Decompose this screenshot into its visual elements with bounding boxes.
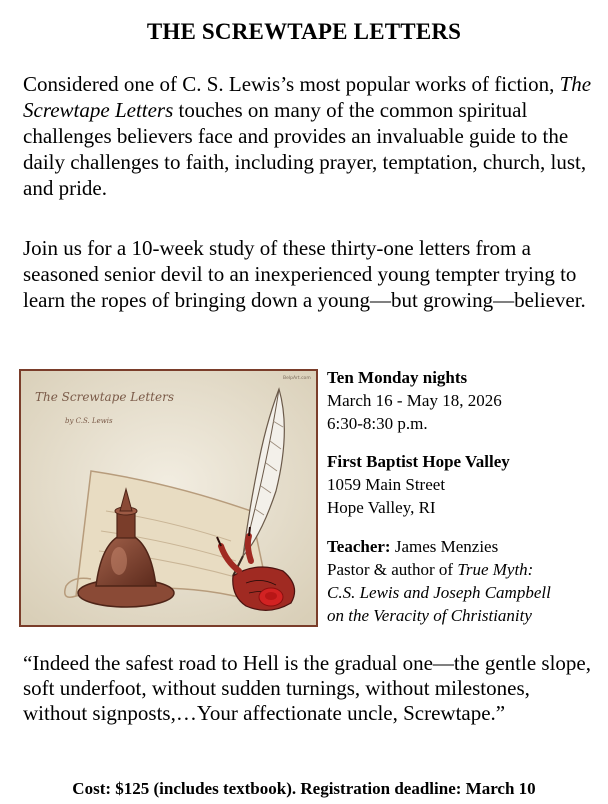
schedule-time: 6:30-8:30 p.m. bbox=[327, 414, 428, 433]
illustration-script-title: The Screwtape Letters bbox=[35, 390, 174, 404]
teacher-book-line2-text: C.S. Lewis and Joseph Campbell bbox=[327, 583, 551, 602]
book-illustration bbox=[19, 369, 318, 627]
flyer-title: THE SCREWTAPE LETTERS bbox=[146, 19, 462, 44]
invitation-paragraph: Join us for a 10-week study of these thirty-one letters from a seasoned senior devil to an inexperienced young tempter trying to learn the ropes of bringing down a young—but growing—believer. bbox=[23, 236, 586, 312]
intro-paragraph bbox=[23, 71, 598, 201]
teacher-name: James Menzies bbox=[390, 537, 499, 556]
intro-text-after: touches on many of the common spiritual challenges believers face and provides an invaluable guide to the daily challenges to faith, including prayer, temptation, church, lust, and pride. bbox=[23, 98, 587, 200]
schedule-heading: Ten Monday nights bbox=[327, 368, 468, 387]
screwtape-quote: “Indeed the safest road to Hell is the gradual one—the gentle slope, soft underfoot, without sudden turnings, without milestones, without signposts,…Your affectionate uncle, Screwtape.” bbox=[23, 651, 591, 725]
teacher-block bbox=[327, 535, 602, 627]
location-name: First Baptist Hope Valley bbox=[327, 452, 510, 471]
location-street: 1059 Main Street bbox=[327, 475, 446, 494]
illustration-credit: BelpArt.com bbox=[283, 376, 311, 381]
teacher-book-line3 bbox=[327, 604, 602, 627]
intro-book-title: The Screwtape Letters bbox=[23, 72, 592, 122]
teacher-role-line bbox=[327, 558, 602, 581]
teacher-label: Teacher: bbox=[327, 537, 391, 556]
teacher-line bbox=[327, 535, 602, 558]
location-city: Hope Valley, RI bbox=[327, 498, 436, 517]
cost-line: Cost: $125 (includes textbook). Registration deadline: March 10 bbox=[72, 779, 536, 798]
teacher-role: Pastor & author of bbox=[327, 560, 458, 579]
schedule-block bbox=[327, 366, 602, 435]
teacher-book-line3-text: on the Veracity of Christianity bbox=[327, 606, 532, 625]
illustration-byline: by C.S. Lewis bbox=[65, 417, 113, 425]
location-block bbox=[327, 450, 602, 519]
teacher-book-line2 bbox=[327, 581, 602, 604]
schedule-dates: March 16 - May 18, 2026 bbox=[327, 391, 502, 410]
intro-text-before: Considered one of C. S. Lewis’s most popular works of fiction, bbox=[23, 72, 560, 96]
teacher-book-line1: True Myth: bbox=[457, 560, 534, 579]
